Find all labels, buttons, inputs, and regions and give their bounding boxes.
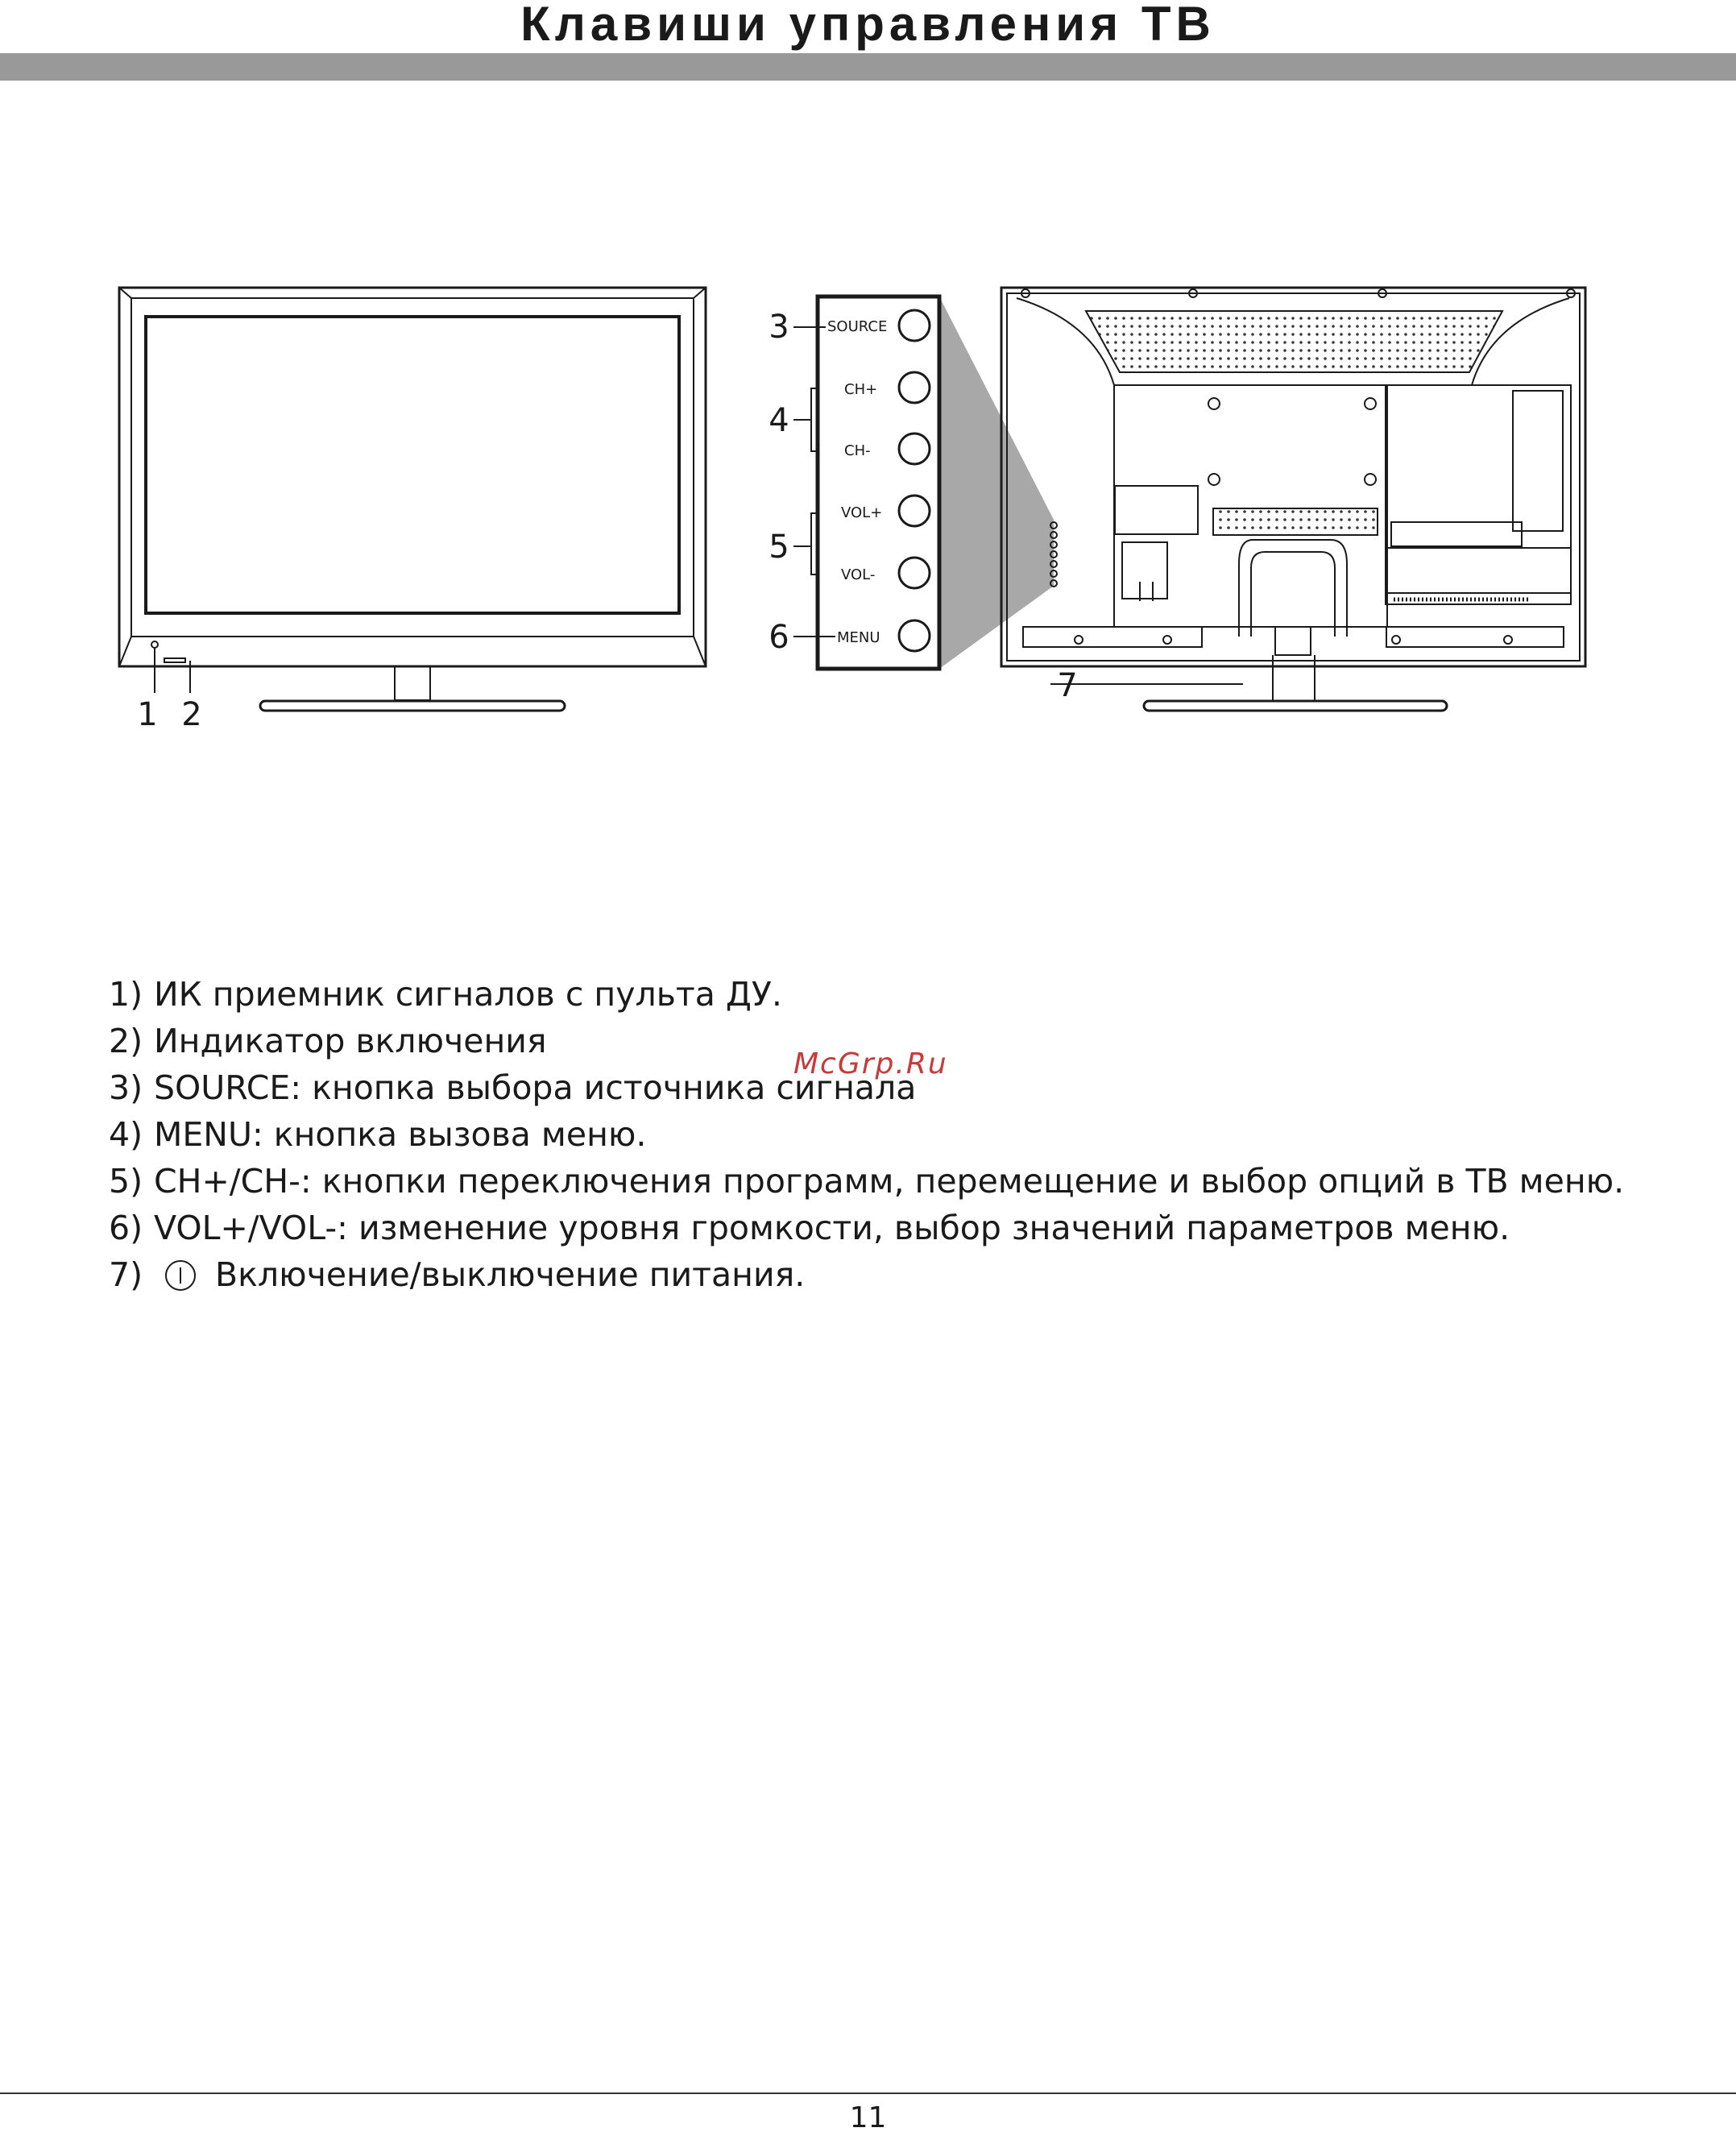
watermark: McGrp.Ru: [793, 1047, 948, 1080]
item-text: MENU: кнопка вызова меню.: [154, 1115, 647, 1154]
vol-minus-button[interactable]: [899, 558, 930, 588]
callout-2: 2: [181, 696, 202, 733]
tv-front-view: [119, 288, 706, 711]
page-title: Клавиши управления ТВ: [520, 0, 1216, 51]
item-number: 1): [109, 975, 143, 1014]
ch-minus-button[interactable]: [899, 433, 930, 464]
power-indicator-icon: [164, 658, 185, 662]
list-item: [109, 1251, 1624, 1298]
ch-minus-label: CH-: [844, 442, 871, 459]
item-text: VOL+/VOL-: изменение уровня громкости, выбор значений параметров меню.: [154, 1209, 1510, 1247]
callout-5: 5: [769, 529, 789, 566]
footer-divider: [0, 2092, 1736, 2094]
ch-plus-label: CH+: [844, 381, 878, 398]
callout-1: 1: [137, 696, 158, 733]
vol-minus-label: VOL-: [841, 566, 876, 583]
item-number: 5): [109, 1162, 143, 1201]
control-panel: [818, 297, 939, 669]
vol-plus-label: VOL+: [841, 504, 883, 521]
callout-6: 6: [769, 619, 789, 656]
item-text: CH+/CH-: кнопки переключения программ, перемещение и выбор опций в ТВ меню.: [154, 1162, 1625, 1201]
item-text: Индикатор включения: [154, 1022, 547, 1060]
callout-3: 3: [769, 309, 789, 346]
source-button[interactable]: [899, 310, 930, 341]
menu-button[interactable]: [899, 620, 930, 651]
page-number: 11: [849, 2101, 887, 2134]
tv-back-view: [1001, 288, 1585, 711]
item-number: 4): [109, 1115, 143, 1154]
callout-4: 4: [769, 402, 789, 439]
item-number: 2): [109, 1022, 143, 1060]
tv-controls-diagram: [0, 0, 1736, 765]
list-item: [109, 1111, 1624, 1158]
list-item: [109, 1205, 1624, 1251]
item-text: SOURCE: кнопка выбора источника сигнала: [154, 1068, 917, 1107]
description-list: [109, 971, 1624, 1298]
item-number: 7): [109, 1255, 143, 1294]
vol-plus-button[interactable]: [899, 496, 930, 526]
list-item: [109, 971, 1624, 1018]
item-number: 3): [109, 1068, 143, 1107]
ir-receiver-icon: [151, 641, 158, 648]
zoom-projection: [939, 297, 1054, 669]
item-text: Включение/выключение питания.: [215, 1255, 806, 1294]
ch-plus-button[interactable]: [899, 372, 930, 403]
power-icon: [165, 1260, 196, 1291]
menu-label: MENU: [837, 629, 880, 646]
source-label: SOURCE: [827, 318, 888, 335]
callout-7: 7: [1057, 667, 1078, 704]
item-number: 6): [109, 1209, 143, 1247]
list-item: [109, 1158, 1624, 1205]
item-text: ИК приемник сигналов с пульта ДУ.: [154, 975, 782, 1014]
